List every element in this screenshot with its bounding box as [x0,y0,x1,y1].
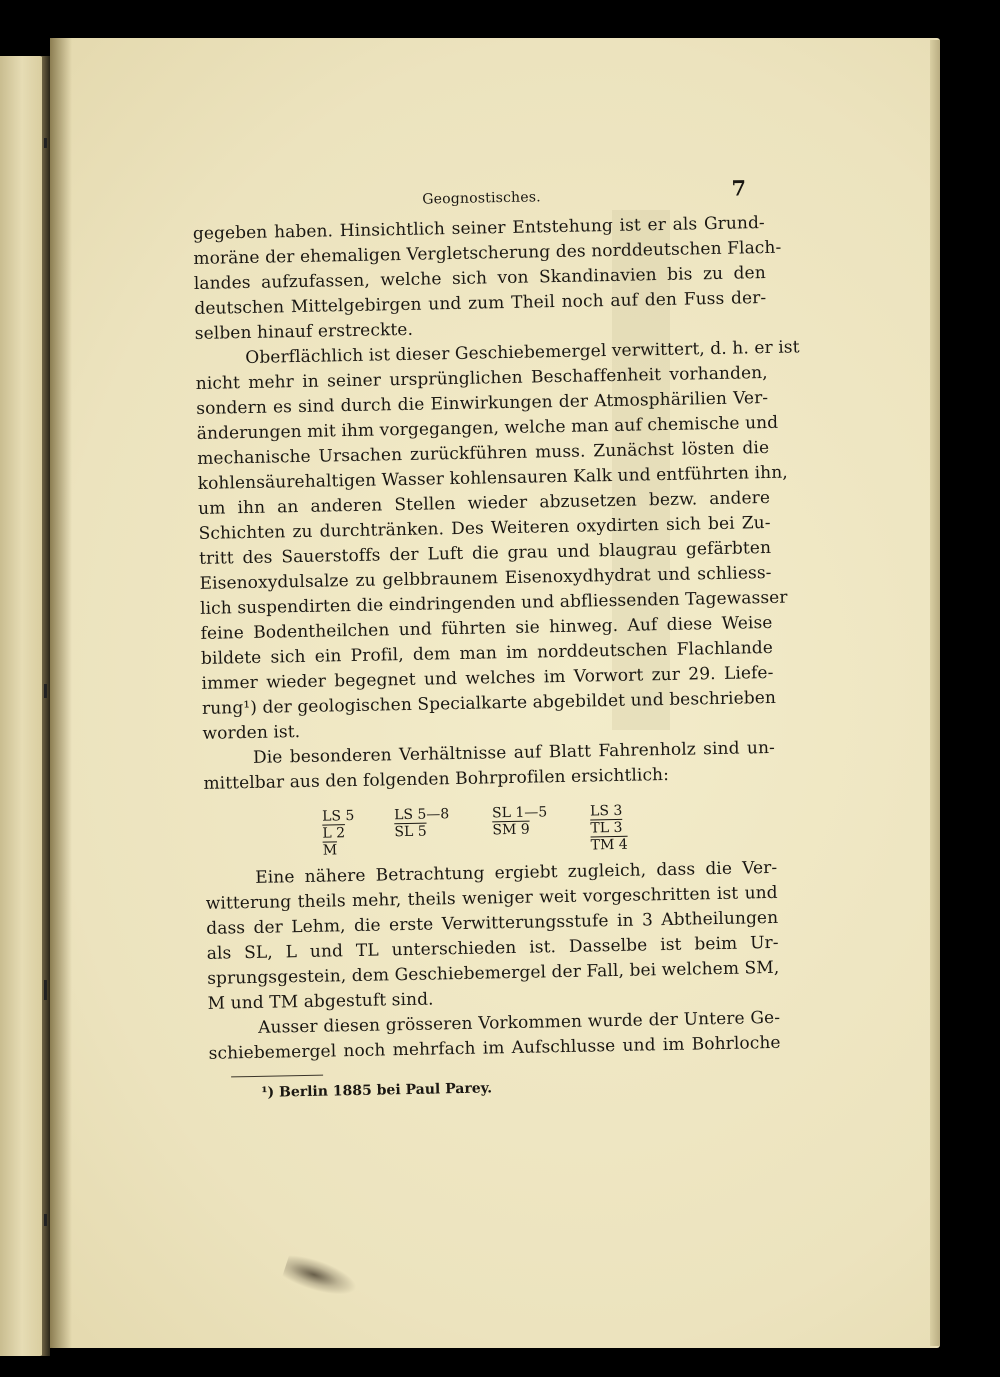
running-head: Geognostisches. [422,189,541,208]
paragraph-3 [203,736,776,797]
profile-layer: TM 4 [590,836,628,854]
text-line: Die besonderen Verhältnisse auf Blatt Fahrenholz sind un- [252,737,776,768]
drill-profile-4 [590,803,628,855]
text-line: um ihn an anderen Stellen wieder abzusetzen bezw. andere [198,487,771,519]
text-line: witterung theils mehr, theils weniger weit vorgeschritten ist und [205,882,778,914]
text-line: rung¹) der geologischen Specialkarte abgebildet und beschrieben [201,687,777,719]
text-line: sprungsgestein, dem Geschiebemergel der Fall, bei welchem SM, [207,957,780,989]
text-line: kohlensäurehaltigen Wasser kohlensauren Kalk und entführten ihn, [197,462,788,494]
page-gutter-shadow [50,38,72,1348]
paragraph-4 [205,856,780,1017]
page-text [192,175,800,1104]
text-line: landes aufzufassen, welche sich von Skandinavien bis zu den [193,263,766,294]
facing-page-edge [0,56,44,1356]
profile-layer: L 2 [322,825,346,842]
profile-layer: LS 3 [589,802,623,820]
profile-layer: SM 9 [492,821,530,839]
drill-profile-2 [394,806,450,841]
text-line: worden ist. [202,722,301,744]
text-line: mittelbar aus den folgenden Bohrprofilen ersichtlich: [203,764,670,794]
profile-layer: LS 5—8 [393,806,450,824]
drill-profile-1 [322,808,355,860]
paragraph-5 [208,1006,781,1067]
page-number: 7 [731,175,747,201]
text-line: lich suspendirten die eindringenden und abfliessenden Tagewasser [199,587,788,619]
text-line: Oberflächlich ist dieser Geschiebemergel verwittert, d. h. er ist [245,337,800,369]
text-line: selben hinauf erstreckte. [194,319,414,344]
paragraph-1 [192,211,782,347]
margin-mark [44,1214,47,1226]
footnote-rule [231,1075,323,1078]
margin-mark [44,684,47,698]
text-line: gegeben haben. Hinsichtlich seiner Entstehung ist er als Grund- [192,213,766,244]
margin-mark [44,980,47,1000]
profile-layer: SL 5 [394,823,427,841]
text-line: Schichten zu durchtränken. Des Weiteren oxydirten sich bei Zu- [198,512,771,544]
profile-layer: LS 5 [321,808,355,825]
text-line: mechanische Ursachen zurückführen muss. Zunächst lösten die [197,437,770,469]
text-line: tritt des Sauerstoffs der Luft die grau und blaugrau gefärbten [198,537,772,569]
paragraph-2 [195,336,800,747]
profile-layer: SL 1—5 [491,804,548,822]
text-line: feine Bodentheilchen und führten sie hinweg. Auf diese Weise [200,612,773,644]
text-line: immer wieder begegnet und welches im Vorwort zur 29. Liefe- [201,662,774,694]
margin-mark [44,138,47,148]
text-line: schiebemergel noch mehrfach im Aufschlusse und im Bohrloche [208,1032,781,1064]
text-line: Ausser diesen grösseren Vorkommen wurde der Untere Ge- [257,1007,781,1038]
drill-profile-3 [492,804,548,839]
text-line: deutschen Mittelgebirgen und zum Theil noch auf den Fuss der- [194,287,767,319]
text-line: bildete sich ein Profil, dem man im norddeutschen Flachlande [200,637,774,669]
text-line: moräne der ehemaligen Vergletscherung des norddeutschen Flach- [193,237,782,269]
profile-layer: TL 3 [590,819,623,837]
text-line: Eine nähere Betrachtung ergiebt zugleich, dass die Ver- [255,857,778,888]
text-line: Eisenoxydulsalze zu gelbbraunem Eisenoxydhydrat und schliess- [199,562,772,594]
text-line: als SL, L und TL unterschieden ist. Dasselbe ist beim Ur- [206,932,779,964]
text-line: änderungen mit ihm vorgegangen, welche man auf chemische und [196,412,779,444]
text-line: M und TM abgestuft sind. [207,989,434,1014]
drill-profiles [204,794,777,863]
text-line: dass der Lehm, die erste Verwitterungsstufe in 3 Abtheilungen [206,907,779,939]
page-right-edge [930,40,940,1346]
text-line: sondern es sind durch die Einwirkungen der Atmosphärilien Ver- [196,387,769,419]
text-line: nicht mehr in seiner ursprünglichen Beschaffenheit vorhanden, [195,362,768,394]
profile-layer: $\overline{M}$ [322,842,338,859]
footnote: ¹) Berlin 1885 bei Paul Parey. [261,1080,493,1101]
